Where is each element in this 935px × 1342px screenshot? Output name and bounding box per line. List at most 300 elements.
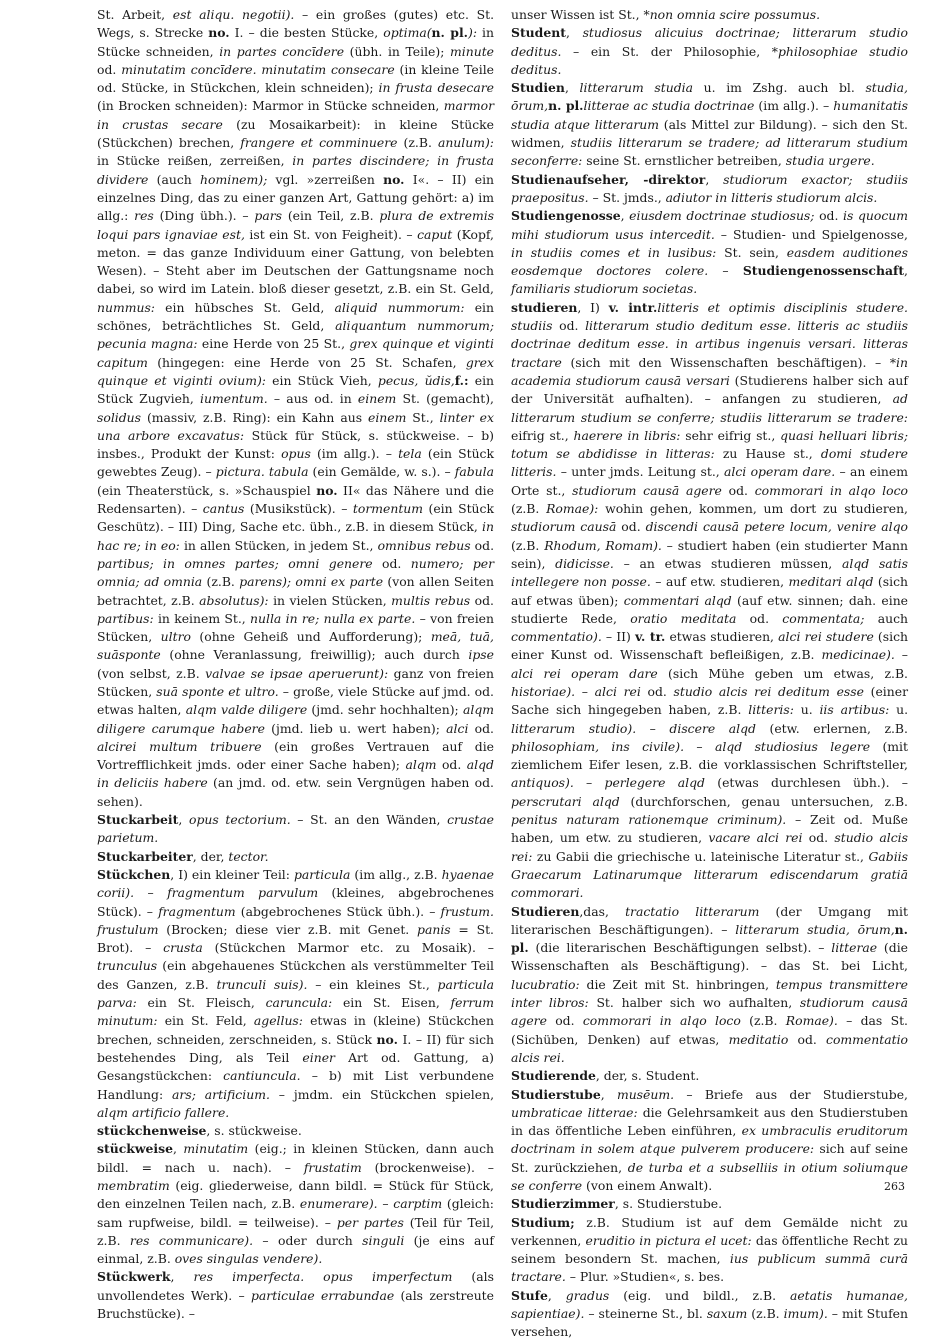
entry-headword: Stückchen bbox=[97, 866, 171, 882]
entry-text: einem bbox=[357, 391, 397, 407]
entry-text: litterarum studio). bbox=[511, 720, 637, 736]
entry-text: (eig. und bildl., z.B. bbox=[609, 1287, 790, 1303]
entry-text: pecus, ŭdis, bbox=[377, 372, 455, 388]
entry-text: adiutor in litteris studiorum alcis. bbox=[665, 189, 878, 205]
entry-text: (ohne Veranlassung, freiwillig); auch durch bbox=[160, 647, 469, 663]
entry-text: litteris et optimis disciplinis studere. studiis bbox=[511, 299, 908, 334]
entry-text: easdem auditiones eosdemque doctores colere. bbox=[511, 244, 909, 279]
entry-text: , bbox=[705, 171, 724, 187]
entry-text: u. im Zshg. auch bl. bbox=[692, 80, 866, 96]
entry-text: studio alcis rei deditum esse bbox=[673, 683, 864, 699]
entry-text: hominem); bbox=[200, 171, 268, 187]
entry-text: fragmentum bbox=[158, 903, 236, 919]
entry-text: f.: bbox=[454, 372, 469, 388]
entry-text: – auf etw. studieren, bbox=[650, 574, 789, 590]
entry-text: hyaenae corii). bbox=[97, 866, 495, 901]
entry-text: meditari alqd bbox=[788, 574, 874, 590]
entry-text: studia urgere. bbox=[785, 153, 875, 169]
entry-text: Stück für Stück, s. stückweise. – b) insbes., Produkt der Kunst: bbox=[97, 427, 494, 462]
entry-text: studiosus alicuius doctrinae; litterarum studio deditus. bbox=[511, 25, 908, 59]
entry-text: einem bbox=[368, 409, 407, 425]
entry-text: commentari alqd bbox=[623, 592, 732, 608]
entry-text: od. bbox=[736, 610, 783, 626]
entry-text: (als Mittel zur Bildung). – sich den St. widmen, bbox=[511, 116, 908, 151]
entry-text: anulum): bbox=[437, 135, 494, 151]
entry-text: – das St. (Sichüben, Denken) auf etwas, bbox=[511, 1013, 908, 1047]
entry-text: n. pl. bbox=[431, 25, 468, 41]
entry-text: minutatim concīdere. minutatim consecare bbox=[121, 61, 395, 77]
entry-text: – ein großes (gutes) etc. St. Wegs, s. Strecke bbox=[97, 7, 495, 41]
entry-text: aliquid nummorum: bbox=[334, 299, 465, 315]
entry-text: valvae se ipsae aperuerunt): bbox=[205, 665, 389, 681]
entry-text: – steinerne St., bl. bbox=[584, 1306, 707, 1322]
entry-text: eruditio in pictura el ucet: bbox=[585, 1232, 752, 1248]
entry-text: – große, viele Stücke auf jmd. od. etwas halten, bbox=[97, 683, 494, 718]
entry-text: litterarum studia, ōrum, bbox=[735, 921, 895, 937]
entry-text: (z.B. bbox=[202, 574, 240, 590]
entry-text: (einer Sache sich hingegeben haben, z.B. bbox=[511, 683, 909, 718]
entry-text: iis artibus: bbox=[819, 702, 890, 718]
entry-text: v. intr. bbox=[608, 299, 658, 315]
entry-text: grex quinque et viginti capitum bbox=[97, 336, 494, 370]
entry-text: minutatim bbox=[183, 1141, 249, 1157]
entry-text: frangere et comminuere bbox=[240, 135, 398, 151]
entry-text: Art od. Gattung, a) Gesangstückchen: bbox=[97, 1049, 494, 1084]
entry-text: etwas studieren, bbox=[665, 629, 779, 645]
dictionary-entry bbox=[97, 1268, 494, 1323]
entry-text: *philosophiae studio deditus. bbox=[511, 43, 908, 77]
entry-text: (sich Mühe geben um etwas, z.B. bbox=[657, 665, 908, 681]
entry-text: (etw. erlernen, z.B. bbox=[755, 720, 908, 736]
entry-text: oves singulas vendere). bbox=[174, 1251, 323, 1267]
dictionary-entry bbox=[511, 903, 908, 1068]
entry-text: etwas in (kleine) Stückchen brechen, schneiden, zerschneiden, s. Stück bbox=[97, 1013, 494, 1047]
entry-text: agellus: bbox=[253, 1013, 303, 1029]
entry-text: (als zerstreute Bruchstücke). – bbox=[97, 1287, 494, 1322]
entry-text: , s. stückweise. bbox=[206, 1123, 302, 1139]
entry-text: alci rei operam dare bbox=[511, 665, 658, 681]
entry-text: haerere in libris: bbox=[573, 427, 681, 443]
entry-text: – Studien- und Spielgenosse, bbox=[714, 226, 908, 242]
entry-text: alqd in deliciis habere bbox=[97, 757, 494, 791]
entry-text: – bbox=[684, 738, 715, 754]
entry-headword: Stuckarbeit bbox=[97, 812, 179, 828]
entry-text: (als unvollendetes Werk). – bbox=[97, 1269, 494, 1303]
entry-text: v. tr. bbox=[635, 629, 666, 645]
entry-headword: Studierende bbox=[511, 1068, 596, 1084]
entry-text: – unter jmds. Leitung st., bbox=[556, 464, 725, 480]
entry-text: od. bbox=[436, 757, 467, 773]
entry-text: tormentum bbox=[352, 501, 424, 517]
entry-text: – Briefe aus der Studierstube, bbox=[674, 1086, 908, 1102]
entry-text: (an jmd. od. etw. sein Vergnügen haben od. sehen). bbox=[97, 775, 494, 809]
entry-text: (sich mit den Wissenschaften beschäftigen). – bbox=[561, 354, 890, 370]
entry-text: n. pl. bbox=[511, 921, 908, 956]
entry-text: ein St. Fleisch, bbox=[136, 995, 266, 1011]
entry-text: (sich einer Kunst od. Wissenschaft befleißigen, z.B. bbox=[511, 629, 909, 663]
entry-text: antiquos). bbox=[511, 775, 574, 791]
entry-text: (abgebrochenes Stück übh.). – bbox=[235, 903, 441, 919]
entry-text: (der Umgang mit literarischen Beschäftigungen). – bbox=[511, 903, 908, 937]
entry-text: commorari in alqo loco bbox=[754, 482, 908, 498]
entry-text: caruncula: bbox=[265, 995, 333, 1011]
entry-text: (Teil für Teil, z.B. bbox=[97, 1214, 495, 1248]
entry-text: – Plur. »Studien«, s. bes. bbox=[565, 1269, 725, 1285]
entry-text: (z.B. bbox=[740, 1013, 786, 1029]
entry-text: alqd satis intellegere non posse. bbox=[511, 555, 908, 590]
entry-text: , I) ein kleiner Teil: bbox=[170, 866, 294, 882]
entry-text: eiusdem doctrinae studiosus; bbox=[629, 208, 815, 224]
entry-text: (ein Gemälde, w. s.). – bbox=[308, 464, 455, 480]
entry-text: no. bbox=[316, 482, 338, 498]
entry-text: – b) mit List verbundene Handlung: bbox=[97, 1068, 495, 1102]
entry-text: tempus transmittere inter libros: bbox=[511, 976, 908, 1011]
entry-text: (von einem Anwalt). bbox=[582, 1178, 713, 1193]
entry-text: fabula bbox=[454, 464, 494, 480]
entry-headword: Studieren bbox=[511, 903, 580, 919]
entry-text: od. bbox=[721, 482, 755, 498]
entry-text: no. bbox=[208, 25, 230, 41]
entry-text: (von selbst, z.B. bbox=[97, 665, 206, 681]
entry-text: particula bbox=[293, 866, 351, 882]
entry-text: – an etwas studieren müssen, bbox=[613, 555, 842, 571]
entry-text: – an einem Orte st., bbox=[511, 464, 908, 498]
entry-text: od. bbox=[814, 208, 844, 224]
entry-text: (gleich: sam rupfweise, bildl. = teilweise). – bbox=[97, 1196, 494, 1230]
dictionary-entry bbox=[97, 866, 494, 1122]
entry-text: ein schönes, beträchtliches St. Geld, bbox=[97, 299, 494, 334]
entry-headword: studieren bbox=[511, 299, 578, 315]
entry-text: (massiv, z.B. Ring): ein Kahn aus bbox=[141, 409, 369, 425]
entry-text: est aliqu. negotii). bbox=[172, 7, 295, 22]
entry-text: particulae errabundae bbox=[250, 1287, 395, 1303]
entry-text: (jmd. lieb u. wert haben); bbox=[264, 720, 447, 736]
left-column bbox=[97, 6, 494, 1323]
entry-text: – bbox=[894, 647, 908, 663]
entry-text: panis bbox=[417, 921, 451, 937]
entry-text: – mit Stufen versehen, bbox=[511, 1306, 908, 1340]
entry-text: zu Hause st., bbox=[714, 446, 821, 462]
entry-text: in frusta desecare bbox=[378, 80, 494, 96]
entry-text: (ohne Geheiß und Aufforderung); bbox=[190, 629, 431, 645]
entry-text: St. halber sich wo aufhalten, bbox=[588, 995, 800, 1011]
entry-text: , bbox=[170, 1269, 194, 1285]
dictionary-entry bbox=[511, 1195, 908, 1213]
entry-text: litterarum studia bbox=[579, 80, 693, 96]
entry-text: de turba et a subselliis in otium soliumque se conferre bbox=[511, 1159, 908, 1193]
entry-text: discendi causā petere locum, venire alqo bbox=[645, 519, 908, 535]
entry-text: crustae parietum. bbox=[97, 812, 494, 846]
entry-text: – bbox=[575, 683, 595, 699]
entry-text: (Ding übh.). – bbox=[153, 208, 255, 224]
entry-text: alci rei bbox=[594, 683, 641, 699]
entry-text: St., bbox=[406, 409, 440, 425]
dictionary-entry bbox=[97, 811, 494, 848]
entry-text: vacare alci rei bbox=[708, 830, 803, 846]
entry-text: ipse bbox=[468, 647, 494, 663]
dictionary-entry bbox=[511, 207, 908, 298]
entry-text: eifrig st., bbox=[511, 427, 574, 443]
entry-text: in Stücke reißen, zerreißen, bbox=[97, 153, 293, 169]
entry-text: alqm bbox=[405, 757, 437, 773]
entry-text: – ein St. der Philosophie, bbox=[561, 43, 772, 59]
entry-text: is quocum mihi studiorum usus intercedit. bbox=[511, 208, 908, 242]
entry-text: od. bbox=[468, 720, 494, 736]
entry-text: parens); omni ex parte bbox=[239, 574, 384, 590]
entry-text: – von freien Stücken, bbox=[97, 610, 494, 645]
entry-text: musēum. bbox=[616, 1086, 675, 1102]
entry-text: opus tectorium. bbox=[188, 812, 291, 828]
entry-text: od. bbox=[616, 519, 646, 535]
entry-text: res bbox=[134, 208, 154, 224]
entry-text: I. – II) für sich bestehendes Ding, als Teil bbox=[97, 1031, 494, 1065]
entry-text: crusta bbox=[163, 940, 203, 956]
entry-text: pictura. tabula bbox=[215, 464, 309, 480]
dictionary-entry bbox=[511, 79, 908, 170]
entry-text: (ein großes Vertrauen auf die Vortrefflichkeit jmds. oder einer Sache haben); bbox=[97, 738, 494, 773]
entry-text: u. bbox=[889, 702, 909, 718]
entry-text: alci bbox=[446, 720, 469, 736]
entry-text: tector. bbox=[228, 848, 269, 864]
entry-text: (die literarischen Beschäftigungen selbst). – bbox=[528, 940, 832, 956]
entry-text: – bbox=[573, 775, 605, 791]
entry-text: – studiert haben (ein studierter Mann sein), bbox=[511, 537, 908, 571]
entry-text: (mit ziemlichem Eifer lesen, z.B. die vorklassischen Schriftsteller, bbox=[511, 738, 908, 773]
entry-text: alqm valde diligere bbox=[185, 702, 308, 718]
entry-text: in partes concīdere bbox=[219, 43, 345, 59]
entry-text: alqd studiosius legere bbox=[714, 738, 871, 754]
entry-text: die Zeit mit St. hinbringen, bbox=[579, 976, 776, 992]
entry-text: familiaris studiorum societas. bbox=[511, 281, 698, 297]
dictionary-entry bbox=[97, 1122, 494, 1140]
entry-text: wohin gehen, kommen, um dort zu studieren, bbox=[598, 501, 908, 517]
entry-headword: Stufe bbox=[511, 1287, 548, 1303]
entry-text: , bbox=[565, 25, 583, 41]
entry-text: (die Wissenschaften als Beschäftigung). – das St. bei Licht, bbox=[511, 940, 908, 974]
dictionary-entry bbox=[97, 1140, 494, 1268]
entry-text: od. bbox=[470, 592, 494, 608]
entry-text: in keinem St., bbox=[153, 610, 251, 626]
entry-headword: Student bbox=[511, 25, 566, 41]
entry-text: od. bbox=[788, 1031, 827, 1047]
entry-text: (z.B. bbox=[747, 1306, 784, 1322]
entry-text: (ein Theaterstück, s. »Schauspiel bbox=[97, 482, 317, 498]
entry-text: tractatio litterarum bbox=[625, 903, 760, 919]
entry-text: per partes bbox=[336, 1214, 404, 1230]
entry-text: *non omnia scire possumus. bbox=[643, 7, 821, 22]
entry-text: iumentum. bbox=[200, 391, 268, 407]
entry-text: commentatio). bbox=[511, 629, 602, 645]
entry-text: *in academia studiorum causā versari bbox=[511, 354, 908, 388]
dictionary-entry bbox=[511, 299, 908, 903]
entry-text: St. sein, bbox=[716, 244, 787, 260]
entry-text: I. – die besten Stücke, bbox=[229, 25, 384, 41]
entry-text: – jmdm. ein Stückchen spielen, bbox=[269, 1086, 495, 1102]
entry-text: (Studierens halber sich auf der Universität aufhalten). – anfangen zu studieren, bbox=[511, 372, 908, 407]
entry-headword: Stuckarbeiter bbox=[97, 848, 193, 864]
entry-text: in partes discindere; in frusta dividere bbox=[97, 153, 494, 187]
entry-text: plura de extremis loqui pars ignaviae est, bbox=[97, 208, 495, 242]
entry-text: tela bbox=[398, 446, 422, 462]
entry-text: ein St. Feld, bbox=[157, 1013, 254, 1029]
dictionary-entry bbox=[511, 6, 908, 24]
entry-text: no. bbox=[383, 171, 405, 187]
entry-text: , bbox=[600, 1086, 617, 1102]
entry-text: – bbox=[377, 1196, 394, 1212]
dictionary-entry bbox=[511, 1086, 908, 1196]
entry-text: sich auf seine St. zurückziehen, bbox=[511, 1141, 908, 1175]
entry-text: – oder durch bbox=[253, 1232, 363, 1248]
dictionary-entry bbox=[511, 24, 908, 79]
entry-text: no. bbox=[376, 1031, 398, 1047]
entry-text: humanitatis studia atque litterarum bbox=[511, 98, 909, 132]
entry-text: (übh. in Teile); bbox=[344, 43, 451, 59]
entry-text: – bbox=[134, 885, 168, 901]
entry-text: (auf etw. sinnen; dah. eine studierte Rede, bbox=[511, 592, 909, 626]
entry-text: Romae): bbox=[546, 501, 599, 517]
entry-text: (im allg.). – bbox=[754, 98, 834, 114]
entry-text: commentata; bbox=[782, 610, 865, 626]
entry-text: litterae ac studia doctrinae bbox=[583, 98, 755, 114]
entry-text: seine St. ernstlicher betreiben, bbox=[582, 153, 786, 169]
entry-text: studiorum causā agere bbox=[572, 482, 722, 498]
right-column bbox=[511, 6, 908, 1342]
entry-text: multis rebus bbox=[391, 592, 471, 608]
entry-text: (je eins auf einmal, z.B. bbox=[97, 1232, 495, 1267]
entry-text: in vielen Stücken, bbox=[268, 592, 392, 608]
entry-text: penitus naturam rationemque criminum). bbox=[511, 812, 787, 828]
entry-text: od. bbox=[470, 537, 495, 553]
entry-text: ein Stück Zugvieh, bbox=[97, 372, 495, 407]
entry-text: , bbox=[904, 263, 908, 279]
entry-text: einer bbox=[302, 1049, 335, 1065]
entry-text: opus bbox=[281, 446, 311, 462]
entry-text: , bbox=[172, 1141, 184, 1157]
entry-text: partibus; in omnes partes; omni genere bbox=[97, 555, 373, 571]
entry-text: (brockenweise). – bbox=[361, 1159, 494, 1175]
entry-text: frustatim bbox=[303, 1159, 362, 1175]
entry-text: zu Gabii die griechische u. lateinische Literatur st., bbox=[532, 848, 869, 864]
entry-text: meā, tuā, suāsponte bbox=[97, 629, 494, 663]
entry-text: didicisse. bbox=[555, 555, 614, 571]
entry-text: suā sponte et ultro. bbox=[156, 683, 279, 699]
entry-text: meditatio bbox=[728, 1031, 789, 1047]
entry-text: commorari in alqo loco bbox=[582, 1013, 741, 1029]
entry-text: n. pl. bbox=[548, 98, 584, 114]
entry-text: ein hübsches St. Geld, bbox=[154, 299, 335, 315]
entry-text: grex quinque et viginti ovium): bbox=[97, 354, 494, 388]
entry-text: litterarum studio deditum esse. litteris ac studiis doctrinae deditum esse. in artibus ingenuis versari. litteras tractare bbox=[511, 318, 908, 370]
entry-text: I«. – II) ein einzelnes Ding, das zu einer ganzen Art, Gattung gehört: a) im allg.: bbox=[97, 171, 495, 224]
entry-text: , der, s. Student. bbox=[595, 1068, 700, 1084]
entry-text: cantiuncula. bbox=[223, 1068, 301, 1084]
entry-text: in studiis comes et in lusibus: bbox=[511, 244, 717, 260]
entry-text: St. Arbeit, bbox=[97, 7, 173, 22]
entry-text: in Stücke schneiden, bbox=[97, 25, 494, 59]
entry-headword: Studierzimmer bbox=[511, 1196, 615, 1212]
entry-text: studia, ōrum, bbox=[511, 80, 908, 114]
entry-text: enumerare). bbox=[299, 1196, 378, 1212]
entry-text: ein Stück Vieh, bbox=[265, 372, 378, 388]
entry-text: Gabiis Graecarum Latinarumque litterarum ediscendarum gratiā commorari. bbox=[511, 848, 908, 901]
entry-text: (zu Mosaikarbeit): in kleine Stücke (Stückchen) brechen, bbox=[97, 116, 494, 151]
entry-text: oratio meditata bbox=[630, 610, 737, 626]
entry-text: sehr eifrig st., bbox=[680, 427, 781, 443]
entry-text: saxum bbox=[706, 1306, 748, 1322]
entry-text: quasi helluari libris; totum se abdidisse in litteras: bbox=[511, 427, 908, 462]
entry-text: trunculus bbox=[97, 958, 158, 974]
entry-text: gradus bbox=[565, 1287, 610, 1303]
entry-text: studio alcis rei: bbox=[511, 830, 908, 864]
dictionary-entry bbox=[97, 6, 494, 811]
entry-text: (im allg., z.B. bbox=[350, 866, 442, 882]
entry-text: ad litterarum studium se conferre; studiis litterarum se tradere: bbox=[511, 391, 908, 425]
entry-text: domi studere litteris. bbox=[511, 446, 908, 480]
dictionary-entry bbox=[511, 1287, 908, 1342]
entry-text: studiorum causā bbox=[511, 519, 617, 535]
entry-text: alci rei studere bbox=[778, 629, 874, 645]
page-number: 263 bbox=[884, 1180, 905, 1193]
entry-text: particula parva: bbox=[97, 976, 494, 1011]
entry-headword: Studiengenossenschaft bbox=[742, 263, 905, 279]
entry-text: alci operam dare. bbox=[724, 464, 836, 480]
entry-text: optima( bbox=[383, 25, 432, 41]
entry-text: partibus: bbox=[97, 610, 154, 626]
entry-text: , bbox=[620, 208, 630, 224]
entry-text: (von allen Seiten betrachtet, z.B. bbox=[97, 574, 494, 608]
entry-text: perlegere alqd bbox=[604, 775, 705, 791]
entry-text: auch bbox=[864, 610, 908, 626]
entry-text: ex umbraculis eruditorum doctrinam in solem atque pulverem producere: bbox=[511, 1123, 908, 1157]
entry-headword: stückweise bbox=[97, 1141, 173, 1157]
entry-text: – St. an den Wänden, bbox=[290, 812, 448, 828]
entry-text: (Kopf, meton. = das ganze Individuum einer Gattung, von belebten Wesen). – Steht aber im Deutschen der Gattungsname noch dabei, so wird im Latein. bloß dieser gesetzt, z.B. ein St. Geld, bbox=[97, 226, 494, 297]
entry-text: alqm diligere carumque habere bbox=[97, 702, 494, 736]
entry-text: solidus bbox=[97, 409, 142, 425]
entry-headword: Studien bbox=[511, 80, 565, 96]
entry-text: ultro bbox=[160, 629, 191, 645]
entry-text: fragmentum parvulum bbox=[167, 885, 319, 901]
entry-text: z.B. Studium ist auf dem Gemälde nicht zu verkennen, bbox=[511, 1214, 908, 1248]
entry-text: carptim bbox=[393, 1196, 443, 1212]
entry-text: (kleines, abgebrochenes Stück). – bbox=[97, 885, 495, 919]
entry-text: commentatio alcis rei. bbox=[511, 1031, 908, 1065]
entry-text: ganz von freien Stücken, bbox=[97, 665, 494, 699]
entry-text: (ein Stück gewebtes Zeug). – bbox=[97, 446, 495, 480]
entry-text: singuli bbox=[362, 1232, 405, 1248]
entry-text: (z.B. bbox=[511, 501, 547, 517]
dictionary-entry bbox=[511, 171, 908, 208]
entry-text: od. bbox=[97, 61, 122, 77]
entry-headword: Studiengenosse bbox=[511, 208, 621, 224]
entry-text: trunculi suis). bbox=[216, 976, 308, 992]
entry-text: – Zeit od. Muße haben, um etw. zu studieren, bbox=[511, 812, 908, 846]
entry-text: Rhodum, Romam). bbox=[544, 537, 662, 553]
entry-text: ius publicum summā curā tractare. bbox=[511, 1251, 908, 1285]
entry-text: – II) bbox=[601, 629, 636, 645]
dictionary-entry bbox=[511, 1067, 908, 1085]
entry-text: litteris: bbox=[748, 702, 794, 718]
entry-text: pars bbox=[254, 208, 283, 224]
entry-headword: Stückwerk bbox=[97, 1269, 171, 1285]
entry-text: eine Herde von 25 St., bbox=[197, 336, 350, 352]
entry-text: alcirei multum tribuere bbox=[97, 738, 262, 754]
entry-text: (in Brocken schneiden): Marmor in Stücke schneiden, bbox=[97, 98, 444, 114]
entry-text: nulla in re; nulla ex parte. bbox=[250, 610, 416, 626]
entry-text: cantus bbox=[202, 501, 245, 517]
entry-text: Romae). bbox=[785, 1013, 838, 1029]
entry-text: (im allg.). – bbox=[310, 446, 399, 462]
